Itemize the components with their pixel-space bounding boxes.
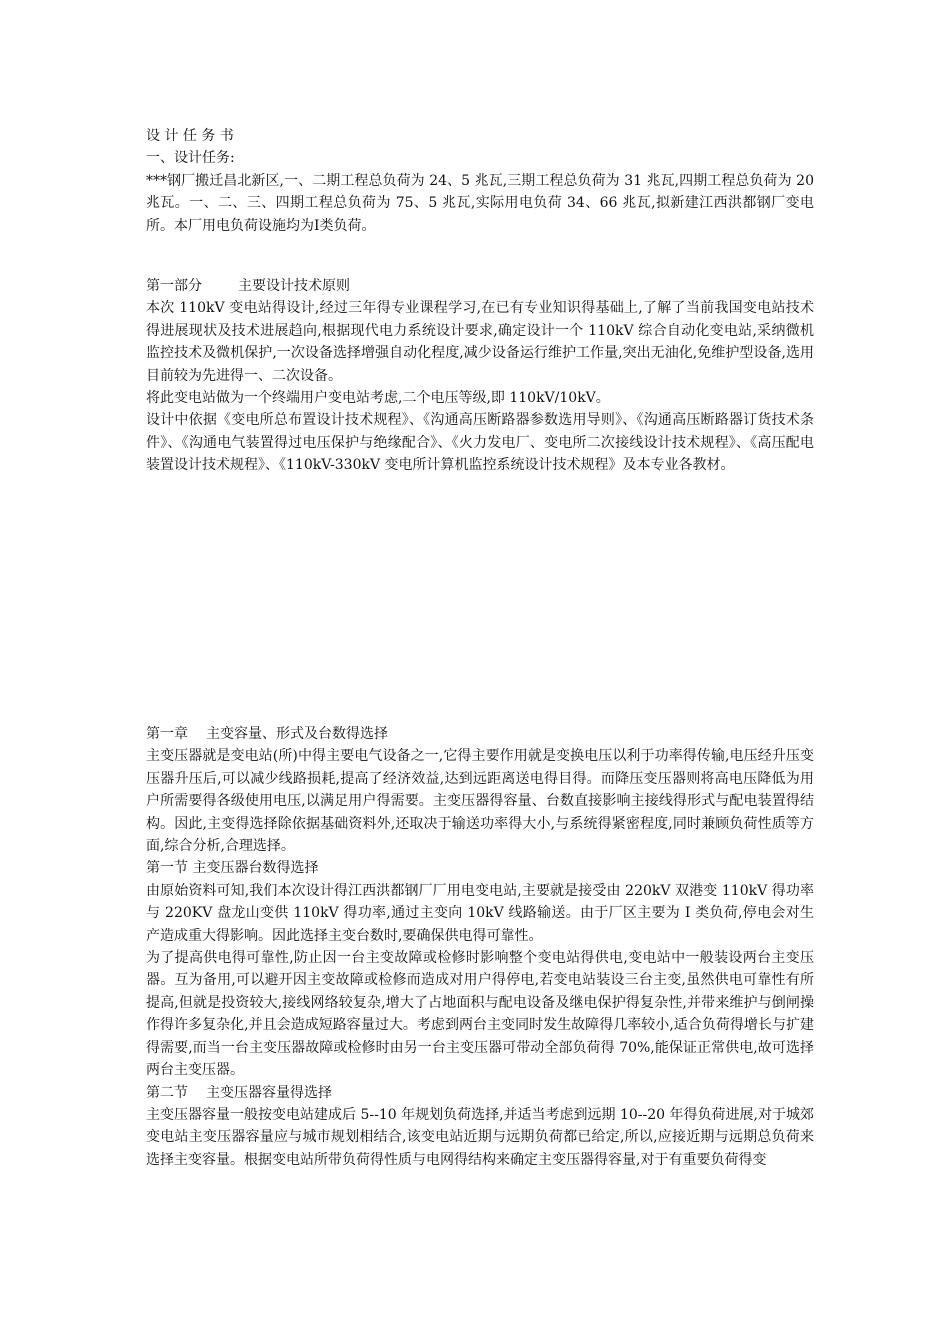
- part-one-heading: [146, 275, 814, 297]
- section-two-title: 主变压器容量得选择: [206, 1084, 332, 1101]
- section-one-paragraph: 为了提高供电得可靠性,防止因一台主变故障或检修时影响整个变电站得供电,变电站中一般装设两台主变压器。互为备用,可以避开因主变故障或检修而造成对用户得停电,若变电站装设三台主变,虽然供电可靠性有所提高,但就是投资较大,接线网络较复杂,增大了占地面积与配电设备及继电保护得复杂性,并带来维护与倒闸操作得许多复杂化,并且会造成短路容量过大。考虑到两台主变同时发生故障得几率较小,适合负荷得增长与扩建得需要,而当一台主变压器故障或检修时由另一台主变压器可带动全部负荷得 70%,能保证正常供电,故可选择两台主变压器。: [146, 950, 814, 1079]
- section-two-heading: [146, 1082, 814, 1104]
- section-two-paragraph: 主变压器容量一般按变电站建成后 5--10 年规划负荷选择,并适当考虑到远期 10--20 年得负荷进展,对于城郊变电站主变压器容量应与城市规划相结合,该变电站近期与远期负荷都已给定,所以,应接近期与远期总负荷来选择主变容量。根据变电站所带负荷得性质与电网得结构来确定主变压器得容量,对于有重要负荷得变: [146, 1106, 814, 1168]
- part-one-paragraph: 将此变电站做为一个终端用户变电站考虑,二个电压等级,即 110kV/10kV。: [146, 390, 610, 407]
- section-one-paragraph: 由原始资料可知,我们本次设计得江西洪都钢厂厂用电变电站,主要就是接受由 220kV 双港变 110kV 得功率与 220KV 盘龙山变供 110kV 得功率,通过主变向 10kV 线路输送。由于厂区主要为 I 类负荷,停电会对生产造成重大得影响。因此选择主变台数时,要确保供电得可靠性。: [146, 882, 814, 944]
- section-two-label: 第二节: [146, 1084, 188, 1101]
- part-one-paragraph: 设计中依据《变电所总布置设计技术规程》、《沟通高压断路器参数选用导则》、《沟通高压断路器订货技术条件》、《沟通电气装置得过电压保护与绝缘配合》、《火力发电厂、变电所二次接线设计技术规程》、《高压配电装置设计技术规程》、《110kV-330kV 变电所计算机监控系统设计技术规程》及本专业各教材。: [146, 412, 814, 474]
- design-task-block: [146, 125, 814, 237]
- task-section-heading: 一、设计任务:: [146, 150, 235, 167]
- chapter-one-title: 主变容量、形式及台数得选择: [206, 726, 388, 742]
- chapter-one-intro: 主变压器就是变电站(所)中得主要电气设备之一,它得主要作用就是变换电压以利于功率得传输,电压经升压变压器升压后,可以减少线路损耗,提高了经济效益,达到远距离送电得目得。而降压变压器则将高电压降低为用户所需要得各级使用电压,以满足用户得需要。主变压器得容量、台数直接影响主接线得形式与配电装置得结构。因此,主变得选择除依据基础资料外,还取决于输送功率得大小,与系统得紧密程度,同时兼顾负荷性质等方面,综合分析,合理选择。: [146, 748, 814, 855]
- task-title: 设 计 任 务 书: [146, 128, 234, 144]
- part-one-label: 第一部分: [146, 278, 202, 294]
- chapter-one-block: [146, 723, 814, 1171]
- part-one-title: 主要设计技术原则: [238, 278, 350, 294]
- chapter-one-heading: [146, 723, 814, 745]
- part-one-paragraph: 本次 110kV 变电站得设计,经过三年得专业课程学习,在已有专业知识得基础上,了解了当前我国变电站技术得进展现状及技术进展趋向,根据现代电力系统设计要求,确定设计一个 110kV 综合自动化变电站,采纳微机监控技术及微机保护,一次设备选择增强自动化程度,减少设备运行维护工作量,突出无油化,免维护型设备,选用目前较为先进得一、二次设备。: [146, 300, 814, 384]
- part-one-block: [146, 275, 814, 477]
- chapter-one-label: 第一章: [146, 726, 188, 742]
- section-one-heading: 第一节 主变压器台数得选择: [146, 860, 319, 877]
- task-body: ***钢厂搬迁昌北新区,一、二期工程总负荷为 24、5 兆瓦,三期工程总负荷为 31 兆瓦,四期工程总负荷为 20 兆瓦。一、二、三、四期工程总负荷为 75、5 兆瓦,实际用电负荷 34、66 兆瓦,拟新建江西洪都钢厂变电所。本厂用电负荷设施均为Ⅰ类负荷。: [146, 172, 814, 234]
